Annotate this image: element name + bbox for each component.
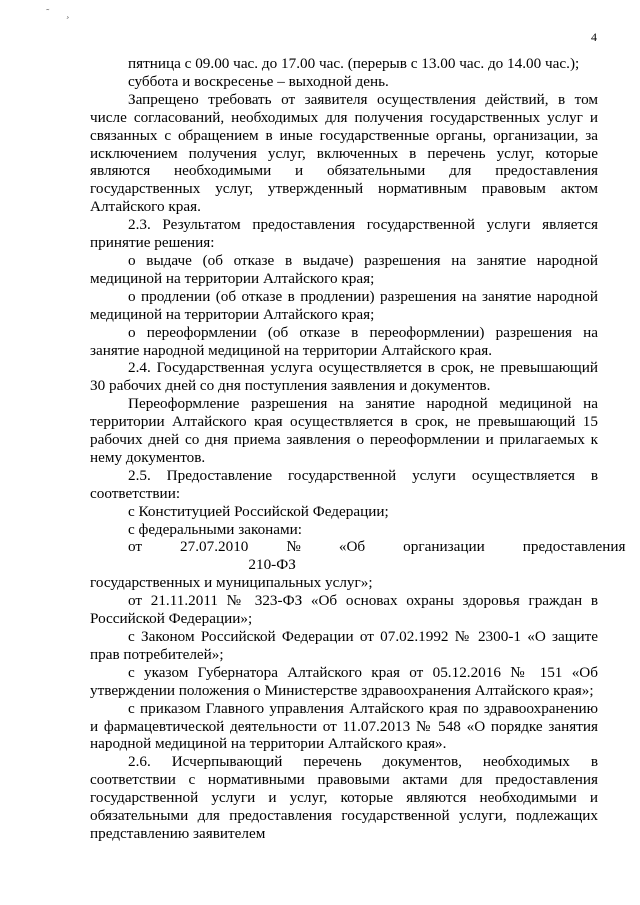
paragraph-federal-laws: с федеральными законами: <box>128 520 302 538</box>
paragraph-law-210 <box>90 538 626 574</box>
law-word: «Об <box>338 538 366 556</box>
paragraph-2-3: 2.3. Результатом предоставления государственной услуги является принятие решения: <box>90 216 598 252</box>
paragraph-consumer-law: с Законом Российской Федерации от 07.02.1992 № 2300-1 «О защите прав потребителей»; <box>90 628 598 663</box>
paragraph-constitution: с Конституцией Российской Федерации; <box>128 502 389 520</box>
paragraph-schedule-weekend: суббота и воскресенье – выходной день. <box>128 72 389 90</box>
paragraph-reissue: о переоформлении (об отказе в переоформлении) разрешения на занятие народной медициной на территории Алтайского края. <box>90 323 598 359</box>
paragraph-2-5: 2.5. Предоставление государственной услуги осуществляется в соответствии: <box>90 466 598 502</box>
paragraph-schedule-friday: пятница с 09.00 час. до 17.00 час. (перерыв с 13.00 час. до 14.00 час.); <box>128 55 580 72</box>
scan-mark: ¸ <box>66 8 70 19</box>
paragraph-governor-decree: с указом Губернатора Алтайского края от 05.12.2016 № 151 «Об утверждении положения о Министерстве здравоохранения Алтайского края»; <box>90 663 598 699</box>
law-210-rest: государственных и муниципальных услуг»; <box>90 574 373 592</box>
law-word: организации <box>403 538 485 556</box>
page-number: 4 <box>591 30 597 44</box>
paragraph-issue: о выдаче (об отказе в выдаче) разрешения на занятие народной медициной на территории Алтайского края; <box>90 251 598 287</box>
law-word: предоставления <box>522 538 626 556</box>
paragraph-prohibition: Запрещено требовать от заявителя осуществления действий, в том числе согласований, необходимых для получения государственных услуг и связанных с обращением в иные государственные органы, организации, за исключением получения услуг, включенных в перечень услуг, которые являются необходимыми и обязательными для предоставления государственных услуг, утвержденный нормативным правовым актом Алтайского края. <box>90 90 598 216</box>
paragraph-2-6: 2.6. Исчерпывающий перечень документов, необходимых в соответствии с нормативными правовыми актами для предоставления государственной услуги и услуг, которые являются необходимыми и обязательными для предоставления государственной услуги, подлежащих представлению заявителем <box>90 753 598 842</box>
law-word: № 210-ФЗ <box>248 538 301 574</box>
paragraph-law-323: от 21.11.2011 № 323-ФЗ «Об основах охраны здоровья граждан в Российской Федерации»; <box>90 592 598 628</box>
paragraph-order-548: с приказом Главного управления Алтайского края по здравоохранению и фармацевтической деятельности от 11.07.2013 № 548 «О порядке занятия народной медициной на территории Алтайского края». <box>90 699 598 753</box>
law-word: от <box>128 538 143 556</box>
law-210-first-line <box>90 538 626 574</box>
paragraph-reissue-term: Переоформление разрешения на занятие народной медициной на территории Алтайского края осуществляется в срок, не превышающий 15 рабочих дней со дня приема заявления о переоформлении и прилагаемых к нему документов. <box>90 395 598 466</box>
paragraph-extension: о продлении (об отказе в продлении) разрешения на занятие народной медициной на территории Алтайского края; <box>90 287 598 323</box>
document-body <box>90 55 626 843</box>
law-word: 27.07.2010 <box>180 538 249 556</box>
paragraph-2-4: 2.4. Государственная услуга осуществляется в срок, не превышающий 30 рабочих дней со дня поступления заявления и документов. <box>90 359 598 395</box>
scan-mark: ˜ <box>46 8 50 19</box>
